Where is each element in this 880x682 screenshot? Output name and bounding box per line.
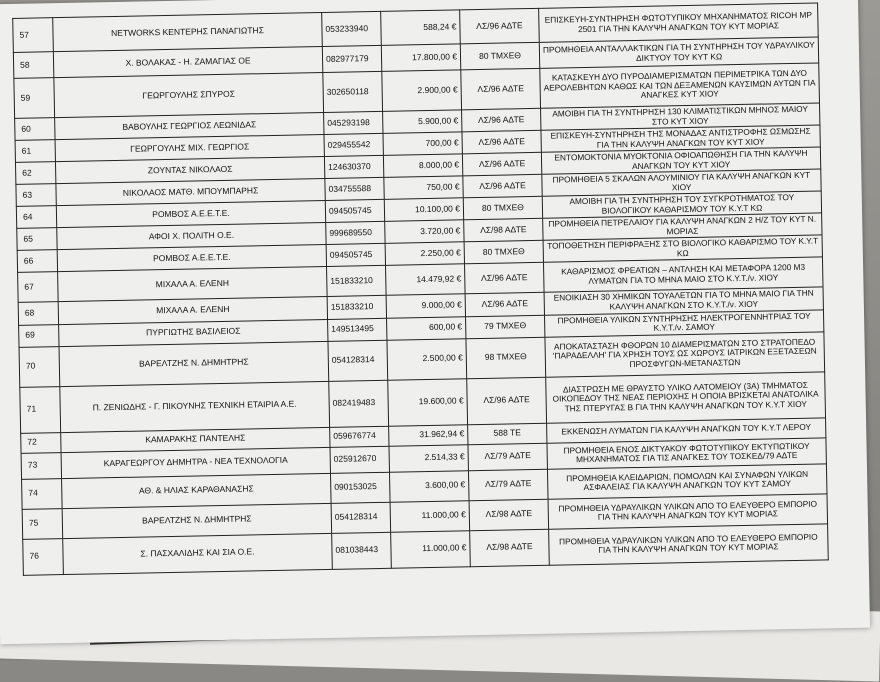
tax-id-cell: 054128314 [331, 502, 391, 533]
supplier-name-cell: ΡΟΜΒΟΣ Α.Ε.Ε.Τ.Ε. [57, 245, 326, 272]
amount-cell: 5.900,00 € [383, 110, 462, 134]
budget-code-cell: ΛΣ/96 ΑΔΤΕ [465, 293, 544, 317]
tax-id-cell: 081038443 [332, 532, 392, 569]
amount-cell: 3.600,00 € [389, 470, 469, 502]
supplier-name-cell: ΑΦΟΙ Χ. ΠΟΛΙΤΗ Ο.Ε. [57, 223, 326, 250]
supplier-name-cell: ΜΙΧΑΛΑ Α. ΕΛΕΝΗ [58, 267, 328, 302]
amount-cell: 600,00 € [387, 316, 466, 340]
budget-code-cell: 80 ΤΜΧΕΘ [463, 197, 542, 221]
supplier-name-cell: ΑΘ. & ΗΛΙΑΣ ΚΑΡΑΘΑΝΑΣΗΣ [62, 473, 332, 508]
amount-cell: 2.250,00 € [385, 242, 464, 266]
description-cell: ΠΡΟΜΗΘΕΙΑ ΥΔΡΑΥΛΙΚΩΝ ΥΛΙΚΩΝ ΑΠΟ ΤΟ ΕΛΕΥΘΕΡΟ ΕΜΠΟΡΙΟ ΓΙΑ ΤΗΝ ΚΑΛΥΨΗ ΑΝΑΓΚΩΝ ΤΟΥ ΚΥΤ ΜΟΡΙΑΣ [549, 523, 829, 564]
row-number-cell: 68 [18, 302, 58, 325]
description-cell: ΕΝΤΟΜΟΚΤΟΝΙΑ ΜΥΟΚΤΟΝΙΑ ΟΦΙΟΑΠΩΘΗΣΗ ΓΙΑ ΤΗΝ ΚΑΛΥΨΗ ΑΝΑΓΚΩΝ ΤΟΥ ΚΥΤ ΧΙΟΥ [541, 147, 820, 174]
row-number-cell: 62 [15, 162, 55, 185]
budget-code-cell: ΛΣ/96 ΑΔΤΕ [461, 68, 541, 110]
amount-cell: 8.000,00 € [383, 154, 462, 178]
supplier-name-cell: ΠΥΡΓΙΩΤΗΣ ΒΑΣΙΛΕΙΟΣ [59, 319, 328, 346]
row-number-cell: 71 [20, 386, 61, 433]
description-cell: ΠΡΟΜΗΘΕΙΑ ΥΛΙΚΩΝ ΣΥΝΤΗΡΗΣΗΣ ΗΛΕΚΤΡΟΓΕΝΝΗΤΡΙΑΣ ΤΟΥ Κ.Υ.Τ./ν. ΣΑΜΟΥ [544, 309, 823, 336]
tax-id-cell: 094505745 [326, 244, 385, 267]
budget-code-cell: 80 ΤΜΧΕΘ [460, 42, 539, 70]
description-cell: ΑΜΟΙΒΗ ΓΙΑ ΤΗ ΣΥΝΤΗΡΗΣΗ ΤΟΥ ΣΥΓΚΡΟΤΗΜΑΤΟΣ ΤΟΥ ΒΙΟΛΟΓΙΚΟΥ ΚΑΘΑΡΙΣΜΟΥ ΤΟΥ Κ.Υ.Τ ΚΩ [542, 191, 821, 218]
description-cell: ΑΜΟΙΒΗ ΓΙΑ ΤΗ ΣΥΝΤΗΡΗΣΗ 130 ΚΛΙΜΑΤΙΣΤΙΚΩΝ ΜΗΝΟΣ ΜΑΙΟΥ ΣΤΟ ΚΥΤ ΧΙΟΥ [541, 103, 820, 130]
supplier-name-cell: Σ. ΠΑΣΧΑΛΙΔΗΣ ΚΑΙ ΣΙΑ Ο.Ε. [63, 533, 333, 574]
supplier-name-cell: ΝΙΚΟΛΑΟΣ ΜΑΤΘ. ΜΠΟΥΜΠΑΡΗΣ [56, 179, 325, 206]
supplier-name-cell: ΓΕΩΡΓΟΥΛΗΣ ΣΠΥΡΟΣ [54, 72, 324, 117]
amount-cell: 588,24 € [381, 10, 461, 46]
description-cell: ΠΡΟΜΗΘΕΙΑ ΕΝΟΣ ΔΙΚΤΥΑΚΟΥ ΦΩΤΟΤΥΠΙΚΟΥ ΕΚΤΥΠΩΤΙΚΟΥ ΜΗΧΑΝΗΜΑΤΟΣ ΓΙΑ ΤΙΣ ΑΝΑΓΚΕΣ ΤΟΥ ΤΟΣΚΕΔ/79 ΑΔΤΕ [547, 437, 826, 468]
budget-code-cell: 79 ΤΜΧΕΘ [466, 315, 545, 339]
supplier-name-cell: ΚΑΜΑΡΑΚΗΣ ΠΑΝΤΕΛΗΣ [61, 427, 330, 452]
budget-code-cell: 98 ΤΜΧΕΘ [466, 337, 546, 379]
row-number-cell: 69 [19, 324, 59, 347]
description-cell: ΔΙΑΣΤΡΩΣΗ ΜΕ ΘΡΑΥΣΤΟ ΥΛΙΚΟ ΛΑΤΟΜΕΙΟΥ (3Α) ΤΜΗΜΑΤΟΣ ΟΙΚΟΠΕΔΟΥ ΤΗΣ ΝΕΑΣ ΠΕΡΙΟΧΗΣ Η ΟΠΟΙΑ ΒΡΙΣΚΕΤΑΙ ΑΝΑΤΟΛΙΚΑ ΤΗΣ ΠΤΕΡΥΓΑΣ Β ΓΙΑ ΤΗΝ ΚΑΛΥΨΗ ΑΝΑΓΚΩΝ ΤΟΥ Κ.Υ.Τ ΧΙΟΥ [546, 371, 826, 422]
row-number-cell: 65 [17, 228, 57, 251]
tax-id-cell: 082419483 [329, 380, 389, 427]
tax-id-cell: 082977179 [322, 45, 381, 72]
budget-code-cell: ΛΣ/96 ΑΔΤΕ [460, 8, 540, 44]
amount-cell: 19.600,00 € [388, 378, 468, 426]
supplier-name-cell: ΓΕΩΡΓΟΥΛΗΣ ΜΙΧ. ΓΕΩΡΓΙΟΣ [55, 135, 324, 162]
tax-id-cell: 029455542 [324, 133, 383, 156]
tax-id-cell: 124630370 [324, 155, 383, 178]
row-number-cell: 64 [16, 206, 56, 229]
tax-id-cell: 302650118 [323, 71, 383, 112]
amount-cell: 17.800,00 € [381, 44, 460, 72]
budget-code-cell: ΛΣ/98 ΑΔΤΕ [464, 219, 543, 243]
description-cell: ΕΚΚΕΝΩΣΗ ΛΥΜΑΤΩΝ ΓΙΑ ΚΑΛΥΨΗ ΑΝΑΓΚΩΝ ΤΟΥ Κ.Υ.Τ ΛΕΡΟΥ [547, 417, 826, 442]
supplier-name-cell: ΡΟΜΒΟΣ Α.Ε.Ε.Τ.Ε. [56, 201, 325, 228]
row-number-cell: 63 [16, 184, 56, 207]
tax-id-cell: 054128314 [328, 340, 388, 381]
amount-cell: 3.720,00 € [385, 220, 464, 244]
description-cell: ΕΝΟΙΚΙΑΣΗ 30 ΧΗΜΙΚΩΝ ΤΟΥΑΛΕΤΩΝ ΓΙΑ ΤΟ ΜΗΝΑ ΜΑΙΟ ΓΙΑ ΤΗΝ ΚΑΛΥΨΗ ΑΝΑΓΚΩΝ ΣΤΟ Κ.Υ.Τ./ν. ΧΙΟΥ [544, 287, 823, 314]
supplier-name-cell: ΜΙΧΑΛΑ Α. ΕΛΕΝΗ [58, 297, 327, 324]
budget-code-cell: ΛΣ/98 ΑΔΤΕ [470, 529, 550, 567]
budget-code-cell: ΛΣ/96 ΑΔΤΕ [462, 130, 541, 154]
row-number-cell: 58 [13, 52, 53, 79]
budget-code-cell: ΛΣ/96 ΑΔΤΕ [465, 263, 545, 295]
description-cell: ΤΟΠΟΘΕΤΗΣΗ ΠΕΡΙΦΡΑΞΗΣ ΣΤΟ ΒΙΟΛΟΓΙΚΟ ΚΑΘΑΡΙΣΜΟ ΤΟΥ Κ.Υ.Τ ΚΩ [543, 235, 822, 262]
amount-cell: 750,00 € [384, 176, 463, 200]
description-cell: ΠΡΟΜΗΘΕΙΑ ΠΕΤΡΕΛΑΙΟΥ ΓΙΑ ΚΑΛΥΨΗ ΑΝΑΓΚΩΝ 2 Η/Ζ ΤΟΥ ΚΥΤ Ν. ΜΟΡΙΑΣ [543, 213, 822, 240]
row-number-cell: 60 [15, 118, 55, 141]
tax-id-cell: 053233940 [322, 11, 382, 46]
supplier-name-cell: ΒΑΡΕΛΤΖΗΣ Ν. ΔΗΜΗΤΡΗΣ [59, 341, 329, 386]
supplier-name-cell: NETWORKS ΚΕΝΤΕΡΗΣ ΠΑΝΑΓΙΩΤΗΣ [53, 13, 323, 52]
tax-id-cell: 045293198 [324, 111, 383, 134]
budget-code-cell: ΛΣ/96 ΑΔΤΕ [462, 152, 541, 176]
row-number-cell: 61 [15, 140, 55, 163]
row-number-cell: 73 [21, 452, 61, 479]
amount-cell: 700,00 € [383, 132, 462, 156]
description-cell: ΚΑΘΑΡΙΣΜΟΣ ΦΡΕΑΤΙΩΝ – ΑΝΤΛΗΣΗ ΚΑΙ ΜΕΤΑΦΟΡΑ 1200 Μ3 ΛΥΜΑΤΩΝ ΓΙΑ ΤΟ ΜΗΝΑ ΜΑΙΟ ΣΤΟ Κ.Υ.Τ./ν. ΧΙΟΥ [543, 257, 823, 292]
budget-code-cell: ΛΣ/96 ΑΔΤΕ [467, 377, 547, 425]
row-number-cell: 67 [18, 272, 59, 303]
tax-id-cell: 059676774 [330, 426, 389, 447]
supplier-name-cell: Χ. ΒΟΛΑΚΑΣ - Η. ΖΑΜΑΓΙΑΣ ΟΕ [53, 46, 322, 77]
amount-cell: 11.000,00 € [391, 530, 471, 568]
description-cell: ΕΠΙΣΚΕΥΗ-ΣΥΝΤΗΡΗΣΗ ΦΩΤΟΤΥΠΙΚΟΥ ΜΗΧΑΝΗΜΑΤΟΣ RICOH MP 2501 ΓΙΑ ΤΗΝ ΚΑΛΥΨΗ ΑΝΑΓΚΩΝ ΤΟΥ ΚΥΤ ΜΟΡΙΑΣ [539, 3, 819, 42]
description-cell: ΠΡΟΜΗΘΕΙΑ ΥΔΡΑΥΛΙΚΩΝ ΥΛΙΚΩΝ ΑΠΟ ΤΟ ΕΛΕΥΘΕΡΟ ΕΜΠΟΡΙΟ ΓΙΑ ΤΗΝ ΚΑΛΥΨΗ ΑΝΑΓΚΩΝ ΤΟΥ ΚΥΤ ΜΟΡΙΑΣ [548, 493, 828, 528]
budget-code-cell: ΛΣ/79 ΑΔΤΕ [468, 469, 548, 501]
row-number-cell: 66 [17, 250, 57, 273]
amount-cell: 2.514,33 € [389, 444, 468, 472]
tax-id-cell: 090153025 [330, 472, 390, 503]
budget-code-cell: ΛΣ/79 ΑΔΤΕ [468, 443, 547, 471]
supplier-name-cell: Π. ΖΕΝΙΩΔΗΣ - Γ. ΠΙΚΟΥΝΗΣ ΤΕΧΝΙΚΗ ΕΤΑΙΡΙΑ Α.Ε. [60, 381, 330, 432]
tax-id-cell: 034755588 [325, 178, 384, 201]
amount-cell: 11.000,00 € [390, 500, 470, 532]
budget-code-cell: 80 ΤΜΧΕΘ [464, 241, 543, 265]
description-cell: ΚΑΤΑΣΚΕΥΗ ΔΥΟ ΠΥΡΟΔΙΑΜΕΡΙΣΜΑΤΩΝ ΠΕΡΙΜΕΤΡΙΚΑ ΤΩΝ ΔΥΟ ΑΕΡΟΛΕΒΗΤΩΝ ΚΑΘΩΣ ΚΑΙ ΤΩΝ ΔΕΞΑΜΕΝΩΝ ΚΑΥΣΙΜΩΝ ΑΥΤΩΝ ΓΙΑ ΑΝΑΓΚΕΣ ΚΥΤ ΧΙΟΥ [540, 63, 820, 108]
supplier-name-cell: ΒΑΡΕΛΤΖΗΣ Ν. ΔΗΜΗΤΡΗΣ [62, 503, 332, 538]
budget-code-cell: ΛΣ/96 ΑΔΤΕ [463, 174, 542, 198]
amount-cell: 14.479,92 € [386, 264, 466, 296]
tax-id-cell: 094505745 [325, 200, 384, 223]
row-number-cell: 59 [14, 78, 55, 119]
tax-id-cell: 151833210 [327, 266, 387, 297]
amount-cell: 2.900,00 € [382, 70, 462, 112]
row-number-cell: 72 [21, 432, 61, 453]
amount-cell: 2.500,00 € [387, 338, 467, 380]
row-number-cell: 74 [22, 478, 63, 509]
description-cell: ΠΡΟΜΗΘΕΙΑ ΚΛΕΙΔΑΡΙΩΝ, ΠΟΜΟΛΩΝ ΚΑΙ ΣΥΝΑΦΩΝ ΥΛΙΚΩΝ ΑΣΦΑΛΕΙΑΣ ΓΙΑ ΚΑΛΥΨΗ ΑΝΑΓΚΩΝ ΤΟΥ ΚΥΤ ΣΑΜΟΥ [547, 463, 827, 498]
tax-id-cell: 999689550 [326, 222, 385, 245]
tax-id-cell: 025912670 [330, 446, 389, 473]
amount-cell: 9.000,00 € [386, 294, 465, 318]
amount-cell: 10.100,00 € [384, 198, 463, 222]
supplier-name-cell: ΚΑΡΑΓΕΩΡΓΟΥ ΔΗΜΗΤΡΑ - ΝΕΑ ΤΕΧΝΟΛΟΓΙΑ [61, 447, 330, 478]
amount-cell: 31.962,94 € [389, 424, 468, 446]
description-cell: ΑΠΟΚΑΤΑΣΤΑΣΗ ΦΘΟΡΩΝ 10 ΔΙΑΜΕΡΙΣΜΑΤΩΝ ΣΤΟ ΣΤΡΑΤΟΠΕΔΟ 'ΠΑΡΑΔΕΛΛΗ' ΓΙΑ ΧΡΗΣΗ ΤΟΥΣ ΩΣ ΧΩΡΟΥΣ ΙΑΤΡΙΚΩΝ ΕΞΕΤΑΣΕΩΝ ΠΡΟΣΦΥΓΩΝ-ΜΕΤΑΝΑΣΤΩΝ [545, 331, 825, 376]
budget-code-cell: ΛΣ/96 ΑΔΤΕ [462, 108, 541, 132]
contracts-table [12, 2, 829, 575]
supplier-name-cell: ΒΑΒΟΥΛΗΣ ΓΕΩΡΓΙΟΣ ΛΕΩΝΙΔΑΣ [55, 112, 324, 139]
description-cell: ΠΡΟΜΗΘΕΙΑ 5 ΣΚΑΛΩΝ ΑΛΟΥΜΙΝΙΟΥ ΓΙΑ ΚΑΛΥΨΗ ΑΝΑΓΚΩΝ ΚΥΤ ΧΙΟΥ [542, 169, 821, 196]
row-number-cell: 57 [13, 18, 54, 53]
description-cell: ΠΡΟΜΗΘΕΙΑ ΑΝΤΑΛΛΑΚΤΙΚΩΝ ΓΙΑ ΤΗ ΣΥΝΤΗΡΗΣΗ ΤΟΥ ΥΔΡΑΥΛΙΚΟΥ ΔΙΚΤΥΟΥ ΤΟΥ ΚΥΤ ΚΩ [539, 37, 818, 68]
tax-id-cell: 151833210 [327, 296, 386, 319]
budget-code-cell: ΛΣ/98 ΑΔΤΕ [469, 499, 549, 531]
tax-id-cell: 149513495 [328, 318, 387, 341]
budget-code-cell: 588 ΤΕ [468, 423, 547, 445]
row-number-cell: 76 [23, 538, 64, 575]
description-cell: ΕΠΙΣΚΕΥΗ-ΣΥΝΤΗΡΗΣΗ ΤΗΣ ΜΟΝΑΔΑΣ ΑΝΤΙΣΤΡΟΦΗΣ ΩΣΜΩΣΗΣ ΓΙΑ ΤΗΝ ΚΑΛΥΨΗ ΑΝΑΓΚΩΝ ΤΟΥ ΚΥΤ ΧΙΟΥ [541, 125, 820, 152]
supplier-name-cell: ΖΟΥΝΤΑΣ ΝΙΚΟΛΑΟΣ [55, 157, 324, 184]
row-number-cell: 75 [22, 508, 63, 539]
row-number-cell: 70 [19, 346, 60, 387]
